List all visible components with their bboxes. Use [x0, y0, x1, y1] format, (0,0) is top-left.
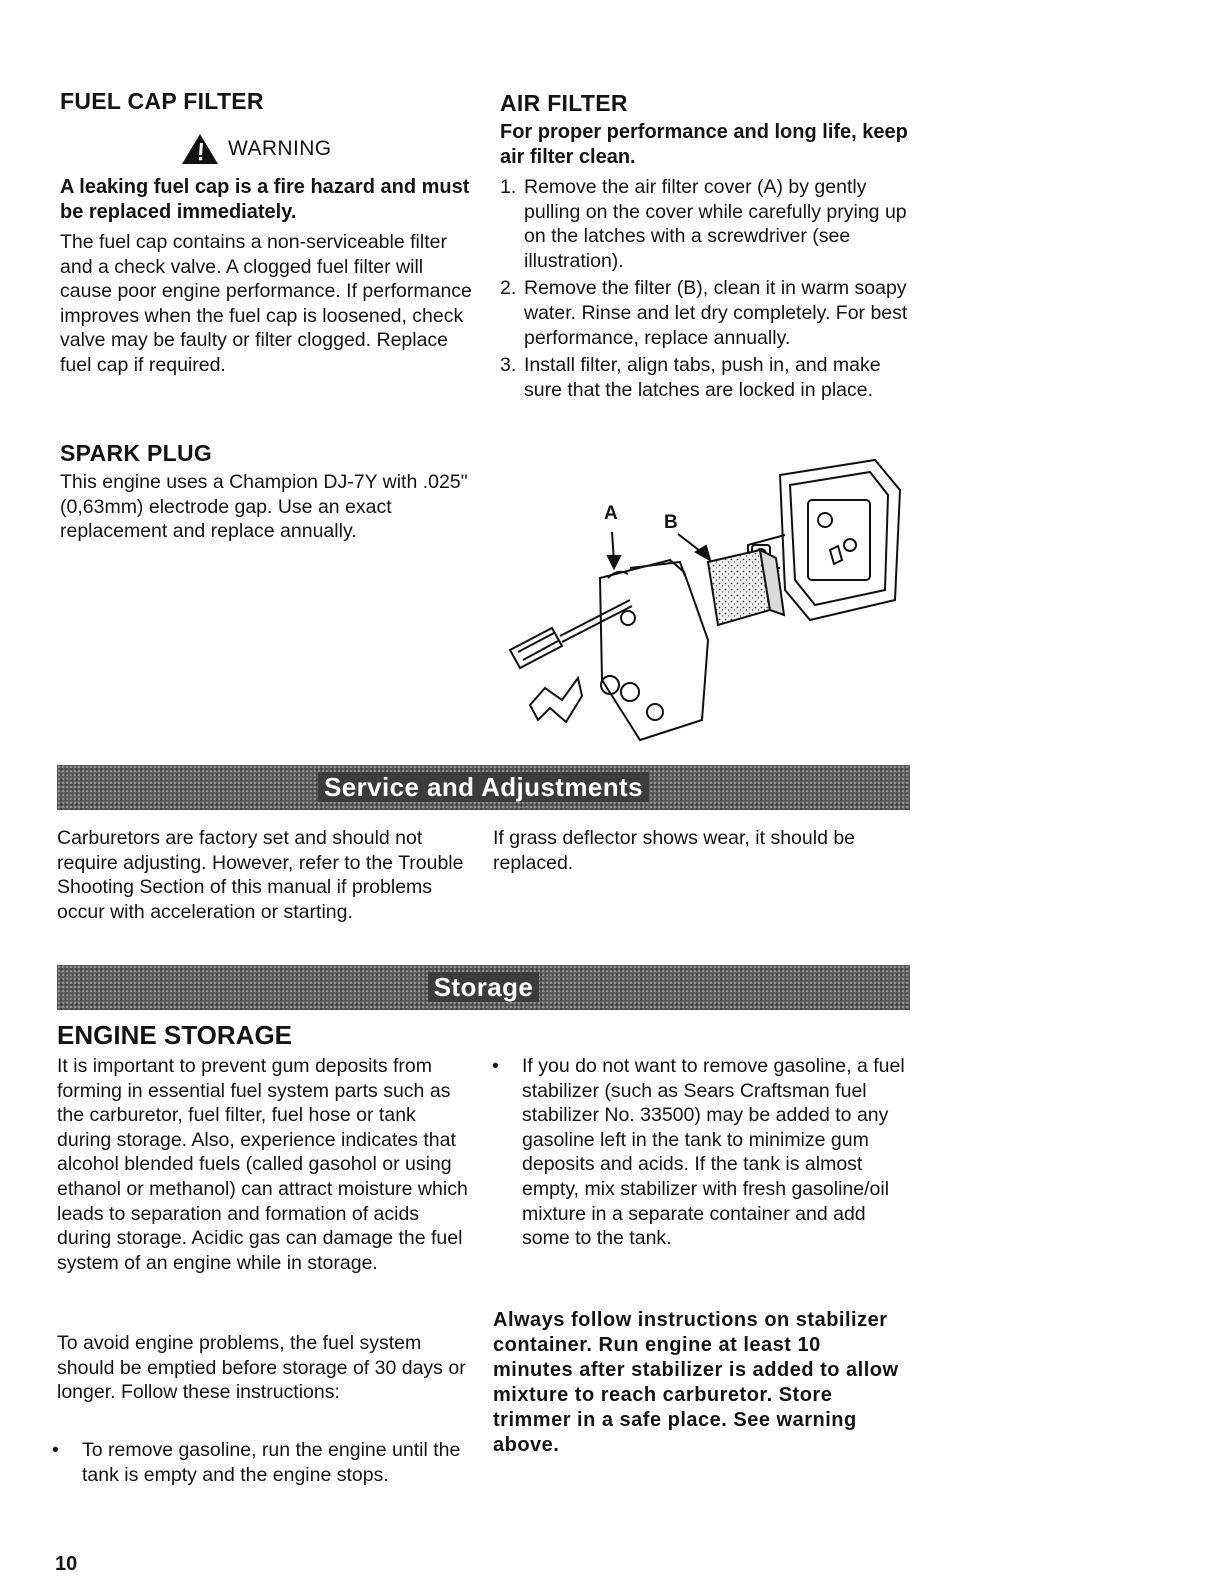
air-filter-illustration — [490, 450, 920, 750]
step-number: 3. — [500, 354, 517, 377]
fuel-cap-heading: FUEL CAP FILTER — [60, 88, 264, 114]
bullet-icon: • — [52, 1439, 59, 1461]
storage-banner — [57, 965, 910, 1010]
warning-triangle-icon — [180, 132, 220, 166]
list-item — [50, 1438, 470, 1487]
storage-closing-text: Always follow instructions on stabilizer container. Run engine at least 10 minutes after stabilizer is added to allow mixture to reach carburetor. Store trimmer in a safe place. See warning above. — [493, 1309, 899, 1456]
air-filter-steps — [500, 175, 910, 402]
air-filter-heading: AIR FILTER — [500, 90, 628, 116]
storage-para-2: To avoid engine problems, the fuel system should be emptied before storage of 30 days or longer. Follow these instructions: — [57, 1332, 466, 1404]
air-filter-intro: For proper performance and long life, keep air filter clean. — [500, 121, 908, 168]
page-number: 10 — [55, 1553, 78, 1575]
step-number: 1. — [500, 176, 517, 198]
bullet-text: If you do not want to remove gasoline, a fuel stabilizer (such as Sears Craftsman fuel stabilizer No. 33500) may be added to any gasoline left in the tank to minimize gum deposits and acids. If the tank is almost empty, mix stabilizer with fresh gasoline/oil mixture in a separate container and add some to the tank. — [522, 1055, 905, 1250]
service-banner-title: Service and Adjustments — [318, 772, 649, 802]
air-filter-step — [500, 276, 910, 350]
air-filter-diagram — [490, 450, 920, 750]
label-b: B — [664, 512, 678, 533]
step-number: 2. — [500, 277, 517, 300]
step-text: Remove the air filter cover (A) by gently pulling on the cover while carefully prying up on the latches with a screwdriver (see illustration). — [524, 176, 907, 272]
fuel-cap-warning-text: A leaking fuel cap is a fire hazard and must be replaced immediately. — [60, 176, 470, 223]
storage-banner-title: Storage — [428, 972, 540, 1002]
storage-bullets-right — [490, 1054, 915, 1251]
spark-plug-body: This engine uses a Champion DJ-7Y with .025" (0,63mm) electrode gap. Use an exact replacement and replace annually. — [60, 471, 468, 543]
service-left-text: Carburetors are factory set and should not require adjusting. However, refer to the Trouble Shooting Section of this manual if problems occur with acceleration or starting. — [57, 827, 464, 923]
engine-storage-heading: ENGINE STORAGE — [57, 1020, 293, 1050]
storage-bullets-left — [50, 1438, 470, 1487]
storage-para-1: It is important to prevent gum deposits from forming in essential fuel system parts such as the carburetor, fuel filter, fuel hose or tank during storage. Also, experience indicates that alcohol blended fuels (called gasohol or using ethanol or methanol) can attract moisture which leads to separation and formation of acids during storage. Acidic gas can damage the fuel system of an engine while in storage. — [57, 1055, 468, 1274]
bullet-icon: • — [492, 1055, 499, 1077]
spark-plug-heading: SPARK PLUG — [60, 440, 213, 466]
bullet-text: To remove gasoline, run the engine until the tank is empty and the engine stops. — [82, 1439, 461, 1486]
service-banner — [57, 765, 910, 810]
warning-label: WARNING — [228, 137, 332, 160]
label-a: A — [604, 503, 618, 524]
air-filter-step — [500, 175, 910, 273]
filter-cover — [600, 560, 708, 740]
step-text: Install filter, align tabs, push in, and make sure that the latches are locked in place. — [524, 354, 881, 401]
service-right-text: If grass deflector shows wear, it should be replaced. — [493, 827, 856, 874]
fuel-cap-body: The fuel cap contains a non-serviceable filter and a check valve. A clogged fuel filter will cause poor engine performance. If performance improves when the fuel cap is loosened, check valve may be faulty or filter clogged. Replace fuel cap if required. — [60, 231, 472, 376]
air-filter-step — [500, 353, 910, 402]
foam-filter — [708, 550, 784, 625]
step-text: Remove the filter (B), clean it in warm soapy water. Rinse and let dry completely. For best performance, replace annually. — [524, 277, 908, 349]
warning-row — [180, 132, 332, 166]
list-item — [490, 1054, 915, 1251]
